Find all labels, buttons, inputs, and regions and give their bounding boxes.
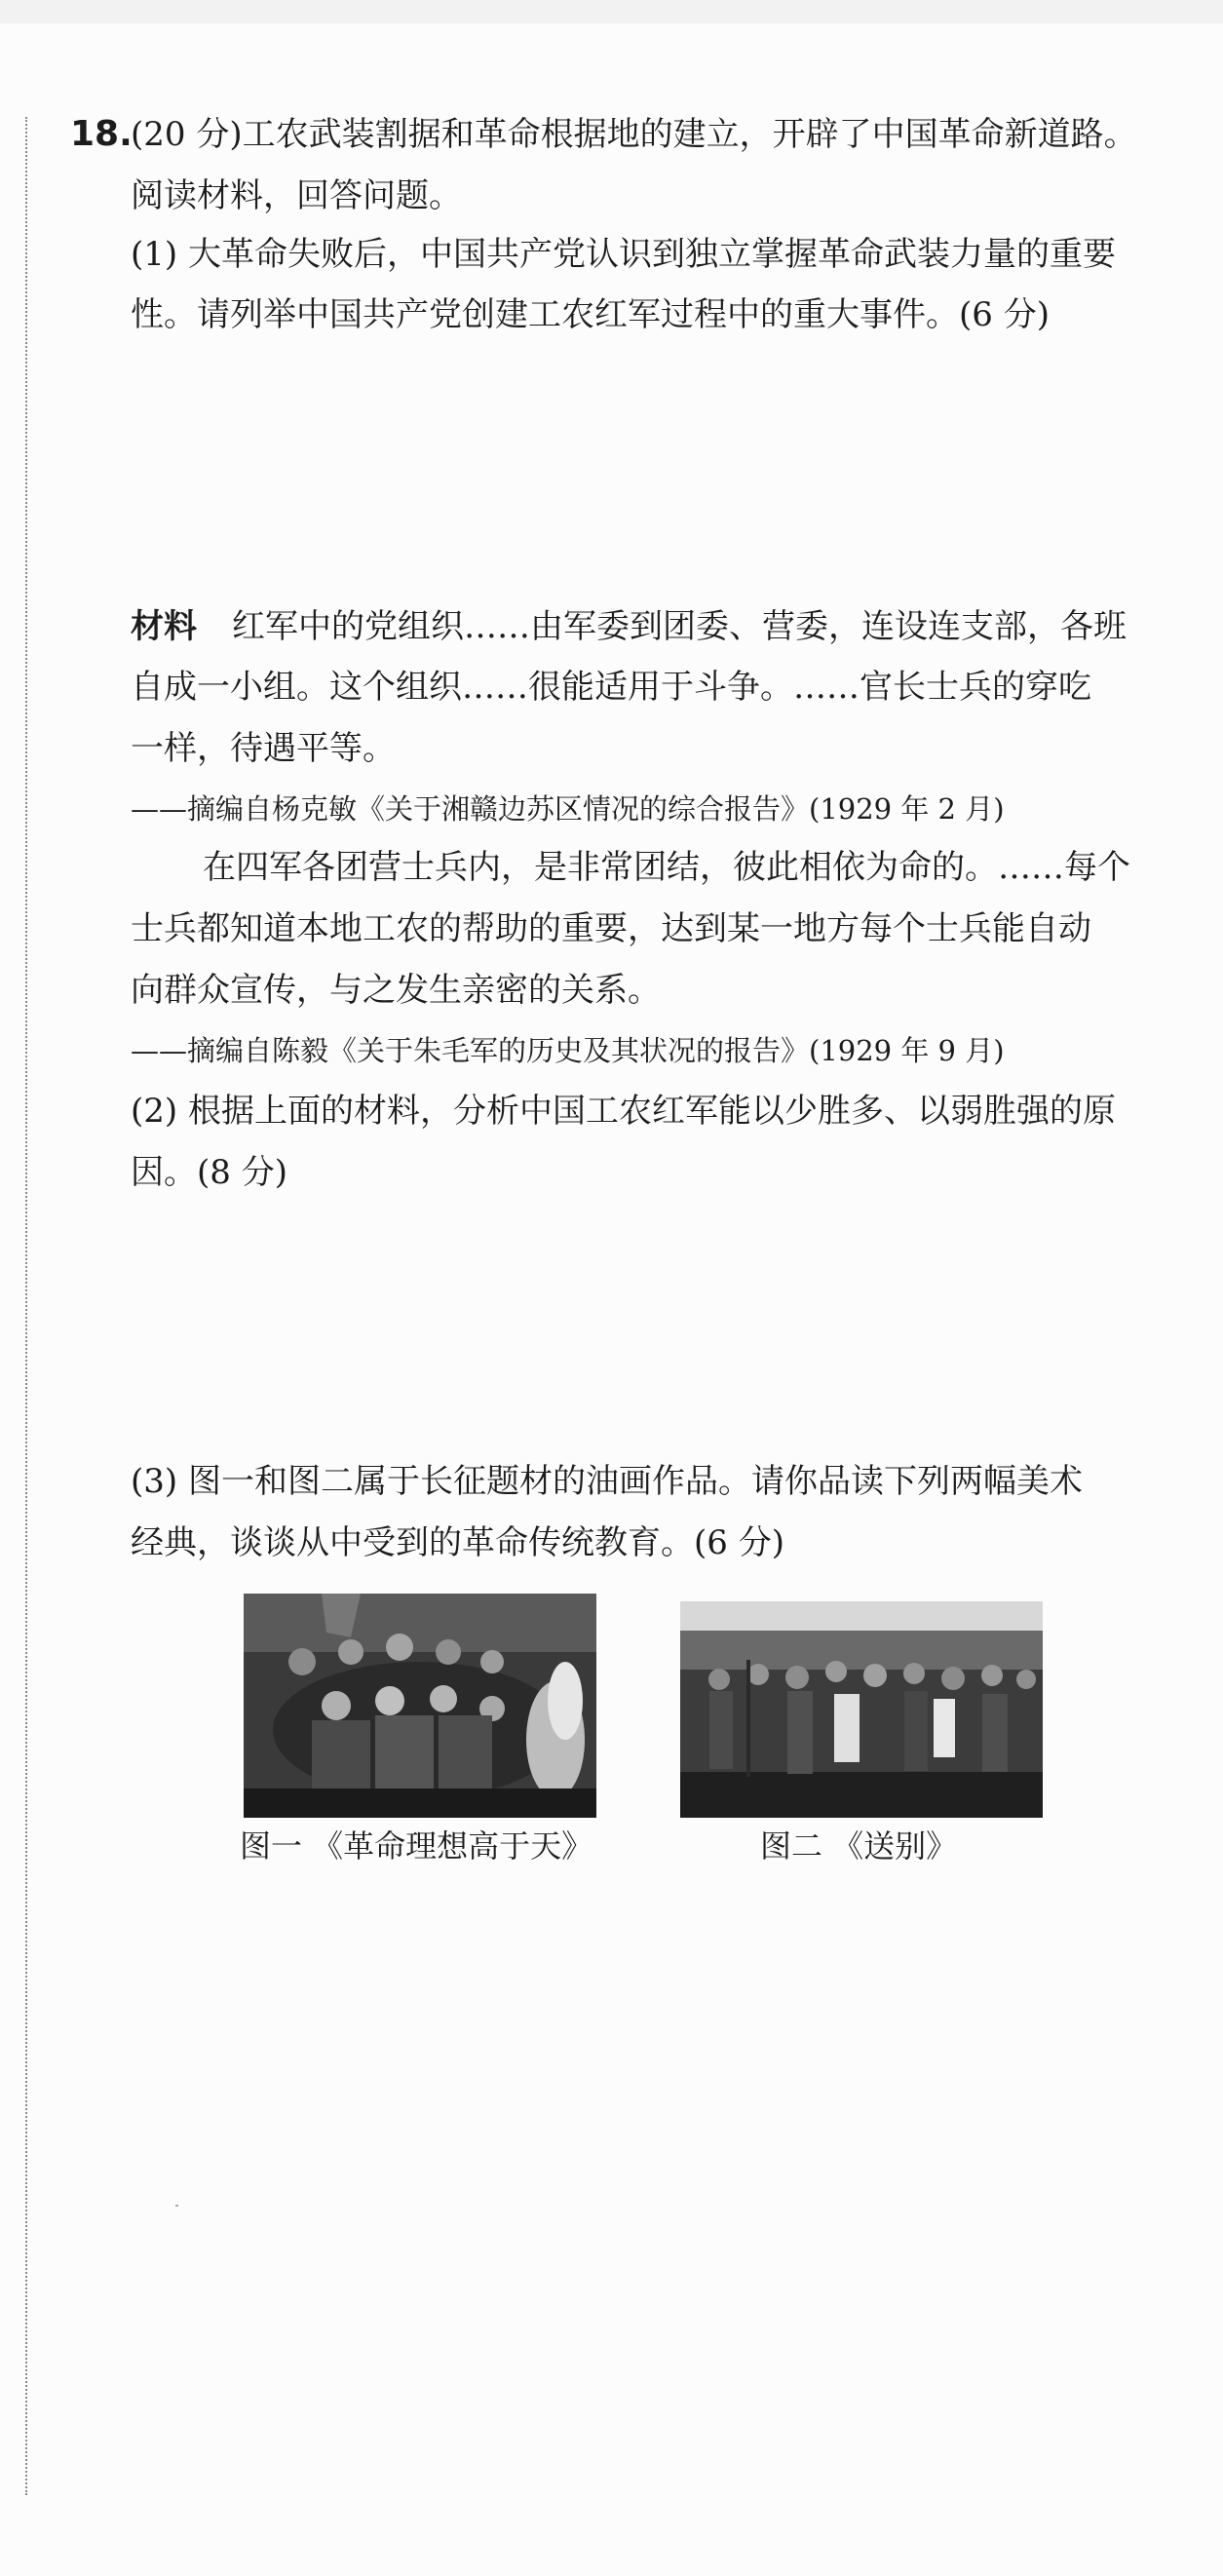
figure2-painting (680, 1601, 1043, 1818)
part2-prompt-line1: (2) 根据上面的材料，分析中国工农红军能以少胜多、以弱胜强的原 (131, 1092, 1116, 1131)
material-p2-line1: 在四军各团营士兵内，是非常团结，彼此相依为命的。……每个 (203, 848, 1130, 887)
part2-prompt-line2: 因。(8 分) (131, 1153, 287, 1192)
figure1-painting-image (244, 1594, 596, 1818)
material-p2-line3: 向群众宣传，与之发生亲密的关系。 (131, 971, 661, 1010)
material-p2-line2: 士兵都知道本地工农的帮助的重要，达到某一地方每个士兵能自动 (131, 909, 1091, 948)
material-source2: ——摘编自陈毅《关于朱毛军的历史及其状况的报告》(1929 年 9 月) (131, 1034, 1005, 1067)
figure1-painting (244, 1594, 596, 1818)
stray-mark (175, 2205, 178, 2207)
material-p1-line2: 自成一小组。这个组织……很能适用于斗争。……官长士兵的穿吃 (131, 668, 1091, 707)
material-line1 (131, 604, 1127, 649)
binding-margin-line (25, 117, 27, 2495)
material-label: 材料 (131, 607, 197, 646)
part3-prompt-line2: 经典，谈谈从中受到的革命传统教育。(6 分) (131, 1523, 784, 1562)
figure2-caption: 图二 《送别》 (760, 1827, 958, 1865)
page-top-edge (0, 0, 1223, 23)
question-intro-line2: 阅读材料，回答问题。 (131, 176, 462, 215)
part3-prompt-line1: (3) 图一和图二属于长征题材的油画作品。请你品读下列两幅美术 (131, 1462, 1083, 1501)
part1-prompt-line2: 性。请列举中国共产党创建工农红军过程中的重大事件。(6 分) (131, 295, 1050, 334)
question-intro-line1: (20 分)工农武装割据和革命根据地的建立，开辟了中国革命新道路。 (131, 115, 1137, 154)
figure1-caption: 图一 《革命理想高于天》 (240, 1827, 593, 1865)
material-p1-line3: 一样，待遇平等。 (131, 729, 396, 768)
part1-prompt-line1: (1) 大革命失败后，中国共产党认识到独立掌握革命武装力量的重要 (131, 235, 1116, 274)
question-number: 18. (70, 114, 133, 154)
figure2-painting-image (680, 1601, 1043, 1818)
material-p1-line1: 红军中的党组织……由军委到团委、营委，连设连支部，各班 (232, 607, 1127, 646)
material-source1: ——摘编自杨克敏《关于湘赣边苏区情况的综合报告》(1929 年 2 月) (131, 792, 1005, 826)
